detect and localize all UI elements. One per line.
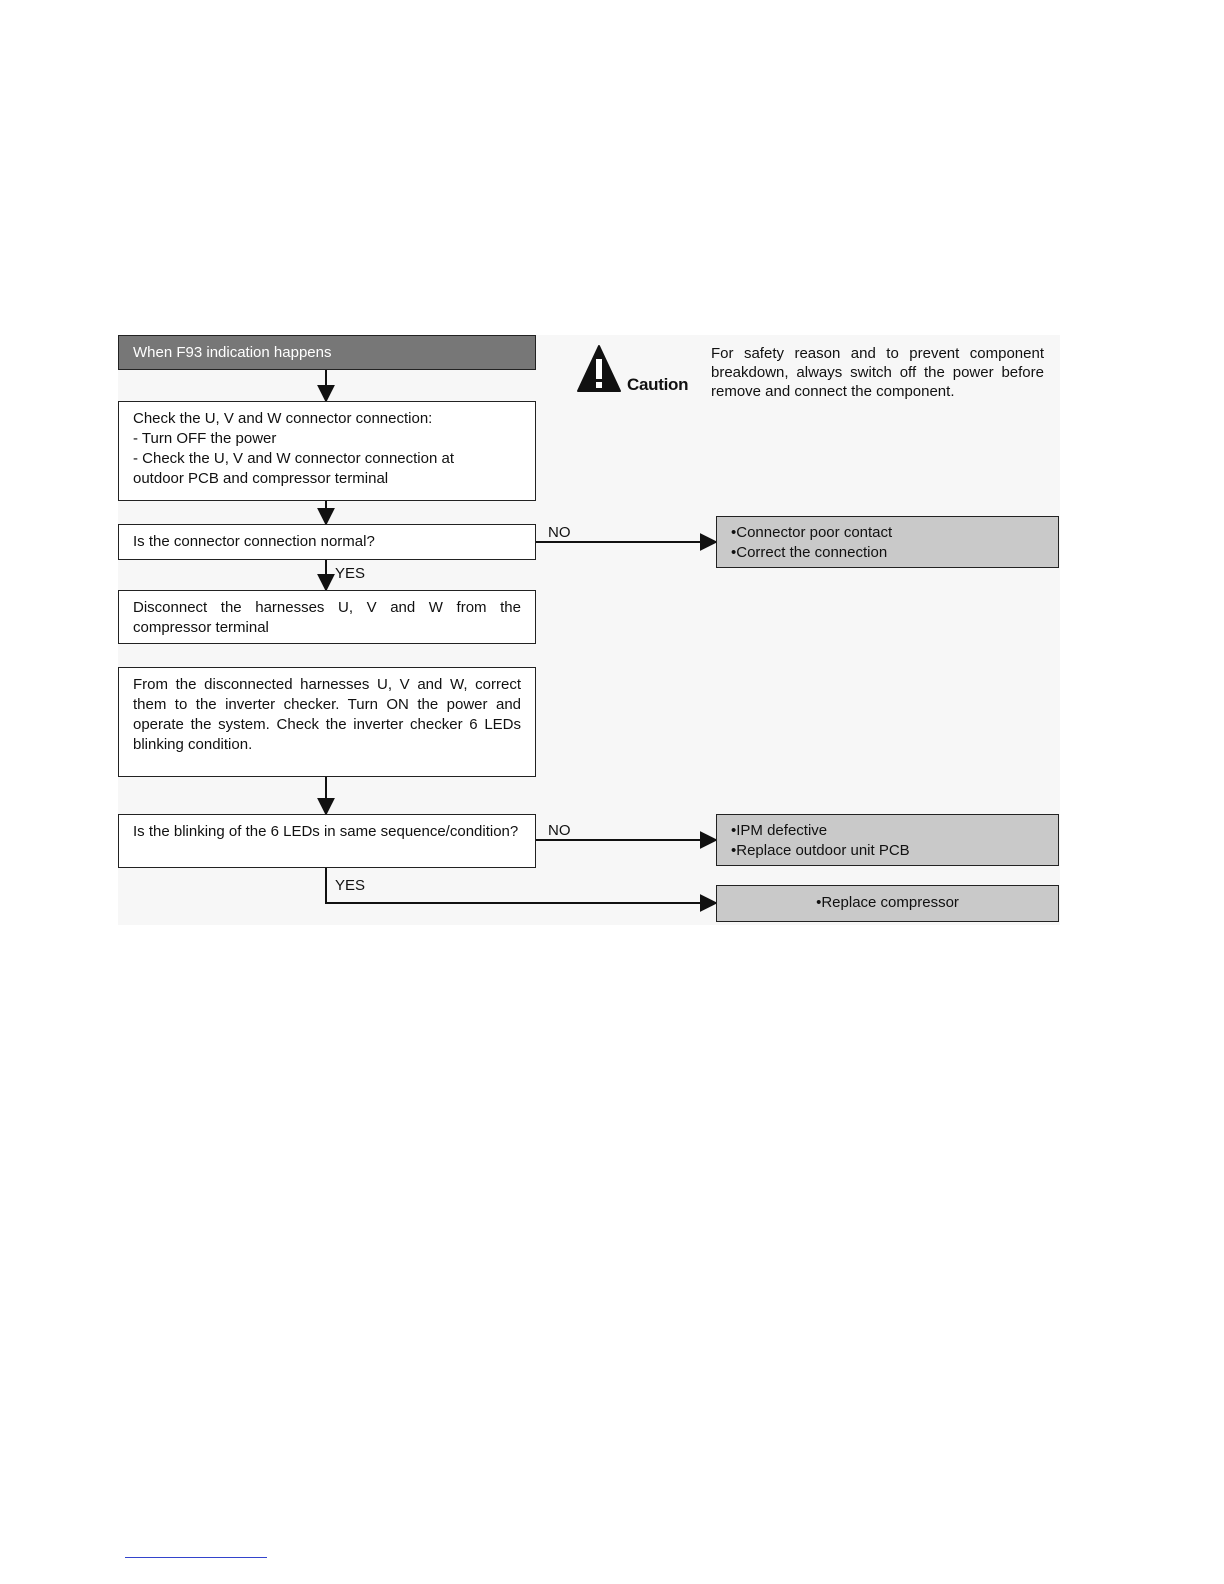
check-line: Check the U, V and W connector connection:	[133, 410, 433, 427]
disconnect-harnesses-text: Disconnect the harnesses U, V and W from the compressor terminal	[133, 599, 521, 636]
start-box	[118, 335, 536, 370]
question-led-sequence-text: Is the blinking of the 6 LEDs in same sequence/condition?	[133, 823, 519, 840]
yes-label: YES	[335, 565, 366, 582]
result-replace-compressor-text: •Replace compressor	[816, 894, 959, 911]
result-replace-compressor-box	[716, 885, 1059, 922]
result-line: •Replace outdoor unit PCB	[731, 842, 910, 859]
result-line: •Correct the connection	[731, 544, 888, 561]
no-label: NO	[548, 822, 571, 839]
caution-text: For safety reason and to prevent component breakdown, always switch off the power before remove and connect the component.	[711, 345, 1044, 400]
footer-rule	[125, 1557, 267, 1558]
start-text: When F93 indication happens	[133, 344, 332, 361]
result-line: •IPM defective	[731, 822, 828, 839]
check-connector-box	[118, 401, 536, 501]
warning-triangle-icon	[576, 344, 622, 394]
no-label: NO	[548, 524, 571, 541]
question-connection-normal-box	[118, 524, 536, 560]
yes-label: YES	[335, 877, 366, 894]
result-line: •Connector poor contact	[731, 524, 893, 541]
caution-label: Caution	[627, 375, 689, 394]
arrow-q2-yes	[326, 867, 716, 903]
check-line: - Turn OFF the power	[133, 430, 277, 447]
result-ipm-defective-box	[716, 814, 1059, 866]
check-line: outdoor PCB and compressor terminal	[133, 470, 389, 487]
disconnect-harnesses-box	[118, 590, 536, 644]
question-led-sequence-box	[118, 814, 536, 868]
check-line: - Check the U, V and W connector connection at	[133, 450, 454, 467]
question-connection-normal-text: Is the connector connection normal?	[133, 533, 375, 550]
result-connector-poor-contact-box	[716, 516, 1059, 568]
inverter-checker-text: From the disconnected harnesses U, V and W, correct them to the inverter checker. Turn ON the power and operate the system. Check the inverter checker 6 LEDs blinking condition.	[133, 676, 521, 753]
inverter-checker-box	[118, 667, 536, 777]
